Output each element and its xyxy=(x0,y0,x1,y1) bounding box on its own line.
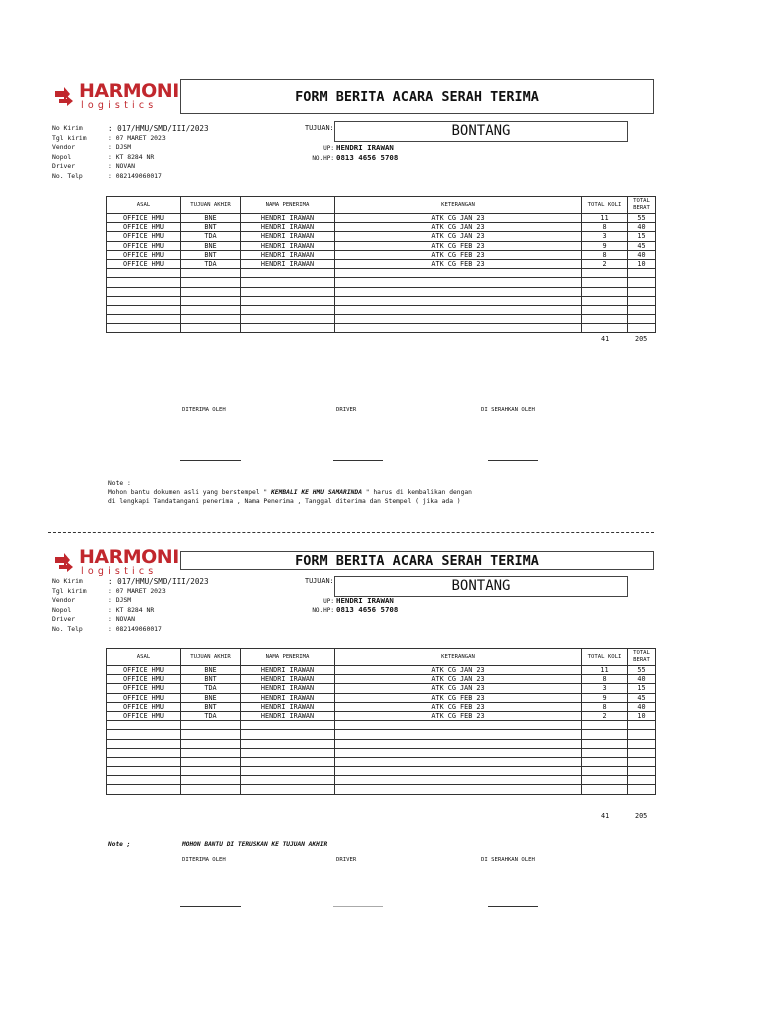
table-header-row xyxy=(107,649,656,666)
note-line-1: Mohon bantu dokumen asli yang berstempel " KEMBALI KE HMU SAMARINDA " harus di kembalikan dengan xyxy=(108,489,472,496)
table-cell xyxy=(107,269,181,278)
table-cell: OFFICE HMU xyxy=(107,232,181,241)
table-cell xyxy=(335,269,582,278)
table-cell: 2 xyxy=(582,711,628,720)
table-cell: 45 xyxy=(628,693,656,702)
table-cell: ATK CG JAN 23 xyxy=(335,214,582,223)
empty-table-row xyxy=(107,757,656,766)
header-label: No Kirim xyxy=(52,577,83,585)
nohp-value: 0813 4656 5708 xyxy=(336,605,399,614)
empty-table-row xyxy=(107,767,656,776)
logo-brand: HARMONI xyxy=(79,80,179,102)
sign-driver-label: DRIVER xyxy=(336,407,357,413)
table-cell xyxy=(335,296,582,305)
table-cell: HENDRI IRAWAN xyxy=(241,241,335,250)
table-cell: ATK CG JAN 23 xyxy=(335,223,582,232)
table-cell: BNE xyxy=(181,214,241,223)
table-row xyxy=(107,241,656,250)
return-note xyxy=(108,479,472,506)
table-cell: BNE xyxy=(181,693,241,702)
table-cell xyxy=(181,721,241,730)
table-cell xyxy=(582,767,628,776)
header-label: Nopol xyxy=(52,152,72,161)
header-label: Driver xyxy=(52,162,76,170)
empty-table-row xyxy=(107,785,656,794)
table-cell xyxy=(335,324,582,333)
table-cell xyxy=(628,748,656,757)
table-row xyxy=(107,702,656,711)
table-cell xyxy=(107,721,181,730)
table-cell: OFFICE HMU xyxy=(107,684,181,693)
table-cell xyxy=(107,748,181,757)
table-cell xyxy=(181,296,241,305)
table-cell: ATK CG JAN 23 xyxy=(335,675,582,684)
table-cell: 8 xyxy=(582,702,628,711)
empty-table-row xyxy=(107,315,656,324)
empty-table-row xyxy=(107,730,656,739)
table-cell xyxy=(241,305,335,314)
table-cell xyxy=(107,315,181,324)
table-cell xyxy=(181,269,241,278)
table-cell: BNT xyxy=(181,223,241,232)
table-row xyxy=(107,250,656,259)
table-header-row xyxy=(107,197,656,214)
table-cell xyxy=(181,757,241,766)
table-cell xyxy=(181,315,241,324)
table-cell xyxy=(181,785,241,794)
nohp-label: NO.HP: xyxy=(312,607,334,614)
note-heading: Note : xyxy=(108,480,131,487)
table-cell: 40 xyxy=(628,702,656,711)
tujuan-label: TUJUAN: xyxy=(305,124,334,132)
table-cell: 55 xyxy=(628,666,656,675)
table-cell xyxy=(241,785,335,794)
table-cell: HENDRI IRAWAN xyxy=(241,693,335,702)
total-berat: 205 xyxy=(635,335,648,343)
table-cell: 11 xyxy=(582,666,628,675)
table-cell xyxy=(582,721,628,730)
sign-diterima-label: DITERIMA OLEH xyxy=(182,407,226,413)
sign-diserahkan-label: DI SERAHKAN OLEH xyxy=(481,407,535,413)
table-cell: 9 xyxy=(582,693,628,702)
table-cell: HENDRI IRAWAN xyxy=(241,684,335,693)
table-cell xyxy=(628,767,656,776)
table-cell xyxy=(181,739,241,748)
header-value: : KT 8284 NR xyxy=(108,152,155,161)
empty-table-row xyxy=(107,305,656,314)
table-cell: 8 xyxy=(582,223,628,232)
header-value: : 082149060017 xyxy=(108,171,162,180)
table-cell: 45 xyxy=(628,241,656,250)
table-row xyxy=(107,666,656,675)
table-cell: OFFICE HMU xyxy=(107,259,181,268)
table-cell xyxy=(335,767,582,776)
table-cell: HENDRI IRAWAN xyxy=(241,666,335,675)
table-cell: ATK CG JAN 23 xyxy=(335,684,582,693)
table-cell xyxy=(628,324,656,333)
table-cell xyxy=(241,757,335,766)
table-cell: 10 xyxy=(628,711,656,720)
logo-subtitle: logistics xyxy=(81,100,158,111)
table-cell xyxy=(335,278,582,287)
table-cell: HENDRI IRAWAN xyxy=(241,259,335,268)
header-value: : NOVAN xyxy=(108,615,135,623)
signature-line xyxy=(488,460,538,461)
total-koli: 41 xyxy=(601,812,610,820)
header-value: : DJSM xyxy=(108,143,132,151)
column-header: KETERANGAN xyxy=(335,649,582,666)
column-header: TUJUAN AKHIR xyxy=(181,197,241,214)
table-cell: TDA xyxy=(181,711,241,720)
total-berat: 205 xyxy=(635,812,648,820)
column-header: ASAL xyxy=(107,197,181,214)
sign-diserahkan-label: DI SERAHKAN OLEH xyxy=(481,857,535,863)
form-title: FORM BERITA ACARA SERAH TERIMA xyxy=(180,551,654,570)
table-row xyxy=(107,214,656,223)
table-cell: OFFICE HMU xyxy=(107,666,181,675)
table-cell: 10 xyxy=(628,259,656,268)
note-emphasis: KEMBALI KE HMU SAMARINDA xyxy=(271,489,363,496)
table-cell xyxy=(181,748,241,757)
table-cell xyxy=(582,785,628,794)
table-row xyxy=(107,675,656,684)
header-value: : 07 MARET 2023 xyxy=(108,133,166,142)
table-cell: OFFICE HMU xyxy=(107,241,181,250)
column-header: KETERANGAN xyxy=(335,197,582,214)
cut-line-divider xyxy=(48,532,654,533)
table-cell xyxy=(582,287,628,296)
table-cell: BNE xyxy=(181,241,241,250)
signature-line xyxy=(333,460,383,461)
table-cell xyxy=(181,287,241,296)
table-cell: ATK CG FEB 23 xyxy=(335,250,582,259)
header-label: No. Telp xyxy=(52,171,83,180)
header-label: Vendor xyxy=(52,596,76,604)
table-cell: ATK CG FEB 23 xyxy=(335,693,582,702)
shipment-header xyxy=(52,124,209,181)
table-cell: OFFICE HMU xyxy=(107,711,181,720)
empty-table-row xyxy=(107,748,656,757)
table-cell xyxy=(181,776,241,785)
up-label: UP: xyxy=(323,145,334,152)
table-cell: 2 xyxy=(582,259,628,268)
table-cell xyxy=(241,721,335,730)
note-line-2: di lengkapi Tandatangani penerima , Nama Penerima , Tanggal diterima dan Stempel ( jika ada ) xyxy=(108,498,461,505)
table-cell xyxy=(241,776,335,785)
nohp-label: NO.HP: xyxy=(312,155,334,162)
signature-line xyxy=(488,906,538,907)
table-row xyxy=(107,684,656,693)
shipment-header xyxy=(52,577,209,634)
table-cell: 8 xyxy=(582,675,628,684)
up-label: UP: xyxy=(323,598,334,605)
header-label: No Kirim xyxy=(52,124,83,132)
column-header: TUJUAN AKHIR xyxy=(181,649,241,666)
empty-table-row xyxy=(107,324,656,333)
table-cell xyxy=(335,739,582,748)
form-title: FORM BERITA ACARA SERAH TERIMA xyxy=(180,79,654,114)
table-cell: ATK CG JAN 23 xyxy=(335,666,582,675)
table-cell: 3 xyxy=(582,232,628,241)
table-cell: 40 xyxy=(628,250,656,259)
table-cell xyxy=(107,767,181,776)
table-cell: 15 xyxy=(628,232,656,241)
table-cell: HENDRI IRAWAN xyxy=(241,702,335,711)
table-cell: 9 xyxy=(582,241,628,250)
table-cell xyxy=(241,739,335,748)
column-header: TOTAL KOLI xyxy=(582,197,628,214)
table-cell: 3 xyxy=(582,684,628,693)
table-cell: OFFICE HMU xyxy=(107,693,181,702)
table-cell xyxy=(628,287,656,296)
table-cell xyxy=(107,739,181,748)
table-cell xyxy=(107,324,181,333)
table-cell: ATK CG JAN 23 xyxy=(335,232,582,241)
table-cell: 15 xyxy=(628,684,656,693)
empty-table-row xyxy=(107,721,656,730)
header-value: : 082149060017 xyxy=(108,624,162,633)
table-cell: BNT xyxy=(181,250,241,259)
table-cell xyxy=(335,776,582,785)
table-row xyxy=(107,711,656,720)
table-cell xyxy=(582,296,628,305)
table-cell: TDA xyxy=(181,232,241,241)
table-cell: BNT xyxy=(181,702,241,711)
column-header: TOTAL KOLI xyxy=(582,649,628,666)
table-cell xyxy=(241,767,335,776)
header-value: : 017/HMU/SMD/III/2023 xyxy=(108,124,209,133)
table-cell xyxy=(241,278,335,287)
table-cell xyxy=(582,776,628,785)
table-cell: 55 xyxy=(628,214,656,223)
column-header: NAMA PENERIMA xyxy=(241,649,335,666)
column-header: TOTAL BERAT xyxy=(628,649,656,666)
table-cell xyxy=(582,324,628,333)
logo-arrows-icon xyxy=(55,87,77,107)
table-cell: ATK CG FEB 23 xyxy=(335,259,582,268)
table-cell: ATK CG FEB 23 xyxy=(335,702,582,711)
table-cell xyxy=(107,296,181,305)
table-cell xyxy=(241,287,335,296)
table-cell xyxy=(628,739,656,748)
table-cell xyxy=(181,324,241,333)
table-cell xyxy=(107,278,181,287)
column-header: NAMA PENERIMA xyxy=(241,197,335,214)
logo-subtitle: logistics xyxy=(81,566,158,577)
table-cell xyxy=(628,730,656,739)
table-cell: TDA xyxy=(181,684,241,693)
logo-arrows-icon xyxy=(55,553,77,573)
table-cell xyxy=(181,730,241,739)
table-cell xyxy=(241,748,335,757)
header-value: : 017/HMU/SMD/III/2023 xyxy=(108,577,209,586)
table-cell xyxy=(582,757,628,766)
header-label: Tgl kirim xyxy=(52,133,87,142)
table-cell: HENDRI IRAWAN xyxy=(241,214,335,223)
table-cell xyxy=(628,776,656,785)
column-header: ASAL xyxy=(107,649,181,666)
table-cell: OFFICE HMU xyxy=(107,214,181,223)
empty-table-row xyxy=(107,296,656,305)
table-cell xyxy=(628,315,656,324)
table-cell: OFFICE HMU xyxy=(107,675,181,684)
signature-line xyxy=(333,906,383,907)
table-cell xyxy=(107,757,181,766)
table-cell xyxy=(335,305,582,314)
table-cell xyxy=(582,748,628,757)
header-value: : NOVAN xyxy=(108,162,135,170)
table-row xyxy=(107,259,656,268)
empty-table-row xyxy=(107,269,656,278)
table-row xyxy=(107,693,656,702)
sign-driver-label: DRIVER xyxy=(336,857,357,863)
tujuan-value: BONTANG xyxy=(334,121,628,142)
tujuan-label: TUJUAN: xyxy=(305,577,334,585)
table-cell: OFFICE HMU xyxy=(107,223,181,232)
table-cell xyxy=(335,748,582,757)
table-cell xyxy=(628,785,656,794)
table-cell: OFFICE HMU xyxy=(107,702,181,711)
table-cell xyxy=(582,730,628,739)
table-cell: HENDRI IRAWAN xyxy=(241,232,335,241)
header-label: Tgl kirim xyxy=(52,586,87,595)
table-cell xyxy=(107,305,181,314)
table-cell xyxy=(335,785,582,794)
note-text: MOHON BANTU DI TERUSKAN KE TUJUAN AKHIR xyxy=(182,841,328,848)
table-cell xyxy=(335,287,582,296)
note-label: Note ; xyxy=(108,841,131,848)
header-label: Vendor xyxy=(52,143,76,151)
empty-table-row xyxy=(107,287,656,296)
sign-diterima-label: DITERIMA OLEH xyxy=(182,857,226,863)
table-cell xyxy=(628,305,656,314)
table-cell: BNE xyxy=(181,666,241,675)
table-cell: 8 xyxy=(582,250,628,259)
table-cell: 11 xyxy=(582,214,628,223)
table-cell: BNT xyxy=(181,675,241,684)
tujuan-value: BONTANG xyxy=(334,576,628,597)
table-cell xyxy=(107,785,181,794)
header-value: : 07 MARET 2023 xyxy=(108,586,166,595)
table-cell xyxy=(628,269,656,278)
table-cell xyxy=(628,721,656,730)
table-cell xyxy=(241,315,335,324)
header-label: Driver xyxy=(52,615,76,623)
table-cell xyxy=(628,757,656,766)
table-cell: HENDRI IRAWAN xyxy=(241,711,335,720)
company-logo xyxy=(55,546,179,578)
header-value: : DJSM xyxy=(108,596,132,604)
table-cell xyxy=(241,296,335,305)
table-cell xyxy=(241,730,335,739)
total-koli: 41 xyxy=(601,335,610,343)
up-value: HENDRI IRAWAN xyxy=(336,143,394,152)
signature-line xyxy=(180,460,241,461)
table-cell: 40 xyxy=(628,223,656,232)
table-cell xyxy=(335,757,582,766)
header-label: Nopol xyxy=(52,605,72,614)
table-cell xyxy=(241,324,335,333)
company-logo xyxy=(55,80,179,112)
items-table xyxy=(106,196,656,333)
table-cell xyxy=(582,278,628,287)
items-table xyxy=(106,648,656,795)
table-cell xyxy=(582,739,628,748)
table-cell xyxy=(628,296,656,305)
table-cell xyxy=(107,730,181,739)
table-cell: HENDRI IRAWAN xyxy=(241,675,335,684)
table-cell xyxy=(107,776,181,785)
table-row xyxy=(107,232,656,241)
table-cell: TDA xyxy=(181,259,241,268)
table-cell: OFFICE HMU xyxy=(107,250,181,259)
table-cell: 40 xyxy=(628,675,656,684)
table-cell xyxy=(335,315,582,324)
table-cell xyxy=(181,767,241,776)
column-header: TOTAL BERAT xyxy=(628,197,656,214)
table-row xyxy=(107,223,656,232)
table-cell: HENDRI IRAWAN xyxy=(241,250,335,259)
header-label: No. Telp xyxy=(52,624,83,633)
empty-table-row xyxy=(107,278,656,287)
table-cell xyxy=(582,269,628,278)
table-cell xyxy=(335,721,582,730)
table-cell xyxy=(241,269,335,278)
table-cell: ATK CG FEB 23 xyxy=(335,711,582,720)
logo-brand: HARMONI xyxy=(79,546,179,568)
nohp-value: 0813 4656 5708 xyxy=(336,153,399,162)
signature-line xyxy=(180,906,241,907)
empty-table-row xyxy=(107,739,656,748)
empty-table-row xyxy=(107,776,656,785)
table-cell xyxy=(181,278,241,287)
table-cell xyxy=(582,305,628,314)
table-cell xyxy=(582,315,628,324)
table-cell xyxy=(181,305,241,314)
table-cell: ATK CG FEB 23 xyxy=(335,241,582,250)
up-value: HENDRI IRAWAN xyxy=(336,596,394,605)
table-cell xyxy=(628,278,656,287)
table-cell: HENDRI IRAWAN xyxy=(241,223,335,232)
header-value: : KT 8284 NR xyxy=(108,605,155,614)
table-cell xyxy=(335,730,582,739)
table-cell xyxy=(107,287,181,296)
